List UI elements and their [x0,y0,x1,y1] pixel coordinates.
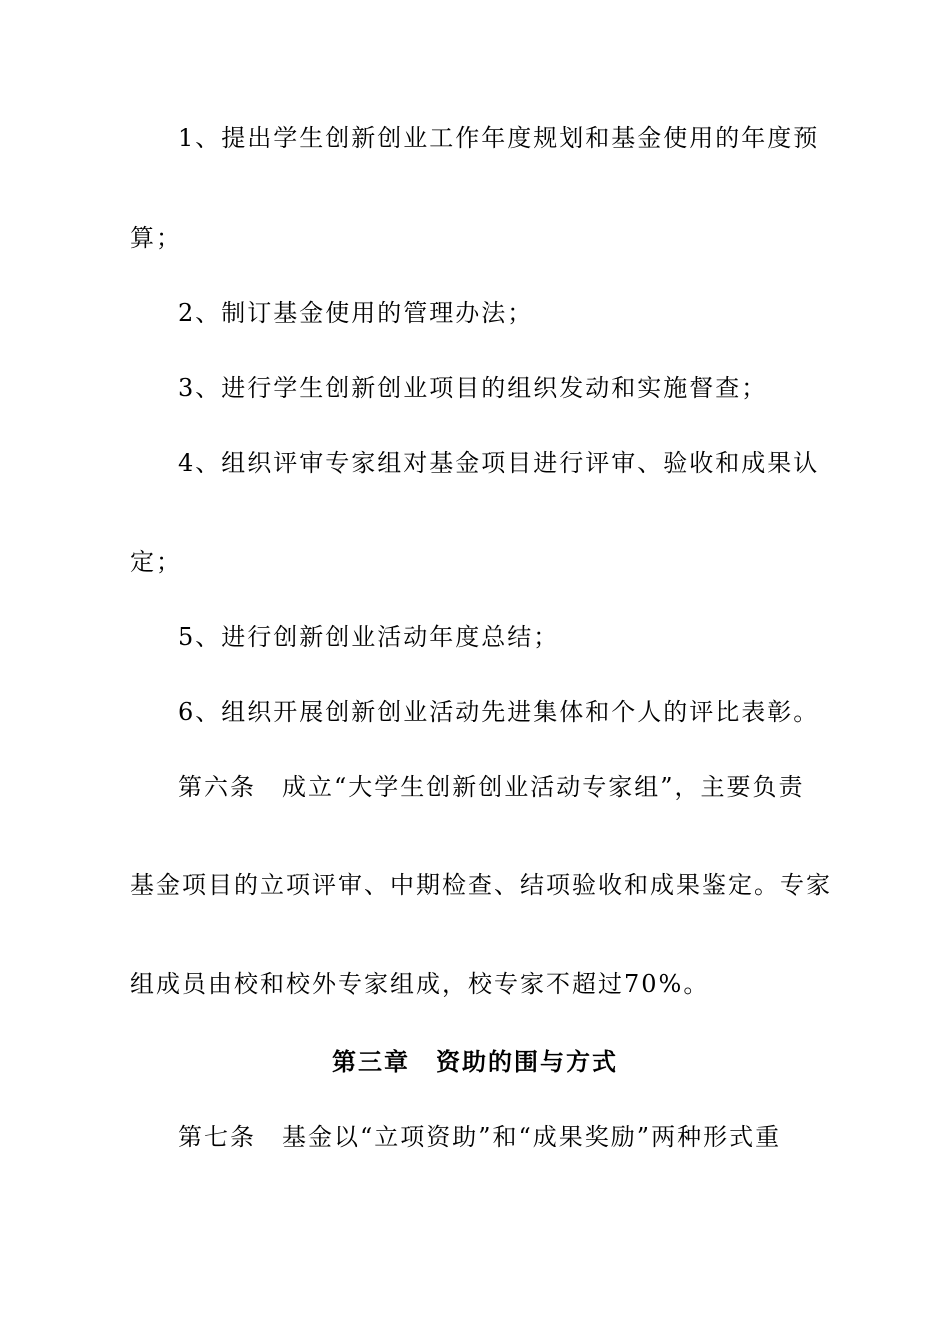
article-6-line-1: 第六条 成立“大学生创新创业活动专家组”，主要负责 [178,773,805,801]
article-7-line-1: 第七条 基金以“立项资助”和“成果奖励”两种形式重 [178,1123,782,1151]
article-6-line-2: 基金项目的立项评审、中期检查、结项验收和成果鉴定。专家 [130,871,832,899]
list-item-1-line-2: 算； [130,224,182,252]
list-item-1-line-1: 1、提出学生创新创业工作年度规划和基金使用的年度预 [178,124,820,152]
chapter-3-heading: 第三章 资助的围与方式 [332,1048,618,1076]
list-item-5: 5、进行创新创业活动年度总结； [178,623,560,651]
list-item-2: 2、制订基金使用的管理办法； [178,299,534,327]
list-item-4-line-2: 定； [130,548,182,576]
list-item-3: 3、进行学生创新创业项目的组织发动和实施督查； [178,374,768,402]
article-6-line-3: 组成员由校和校外专家组成，校专家不超过70%。 [130,970,710,998]
list-item-4-line-1: 4、组织评审专家组对基金项目进行评审、验收和成果认 [178,449,820,477]
list-item-6: 6、组织开展创新创业活动先进集体和个人的评比表彰。 [178,698,820,726]
